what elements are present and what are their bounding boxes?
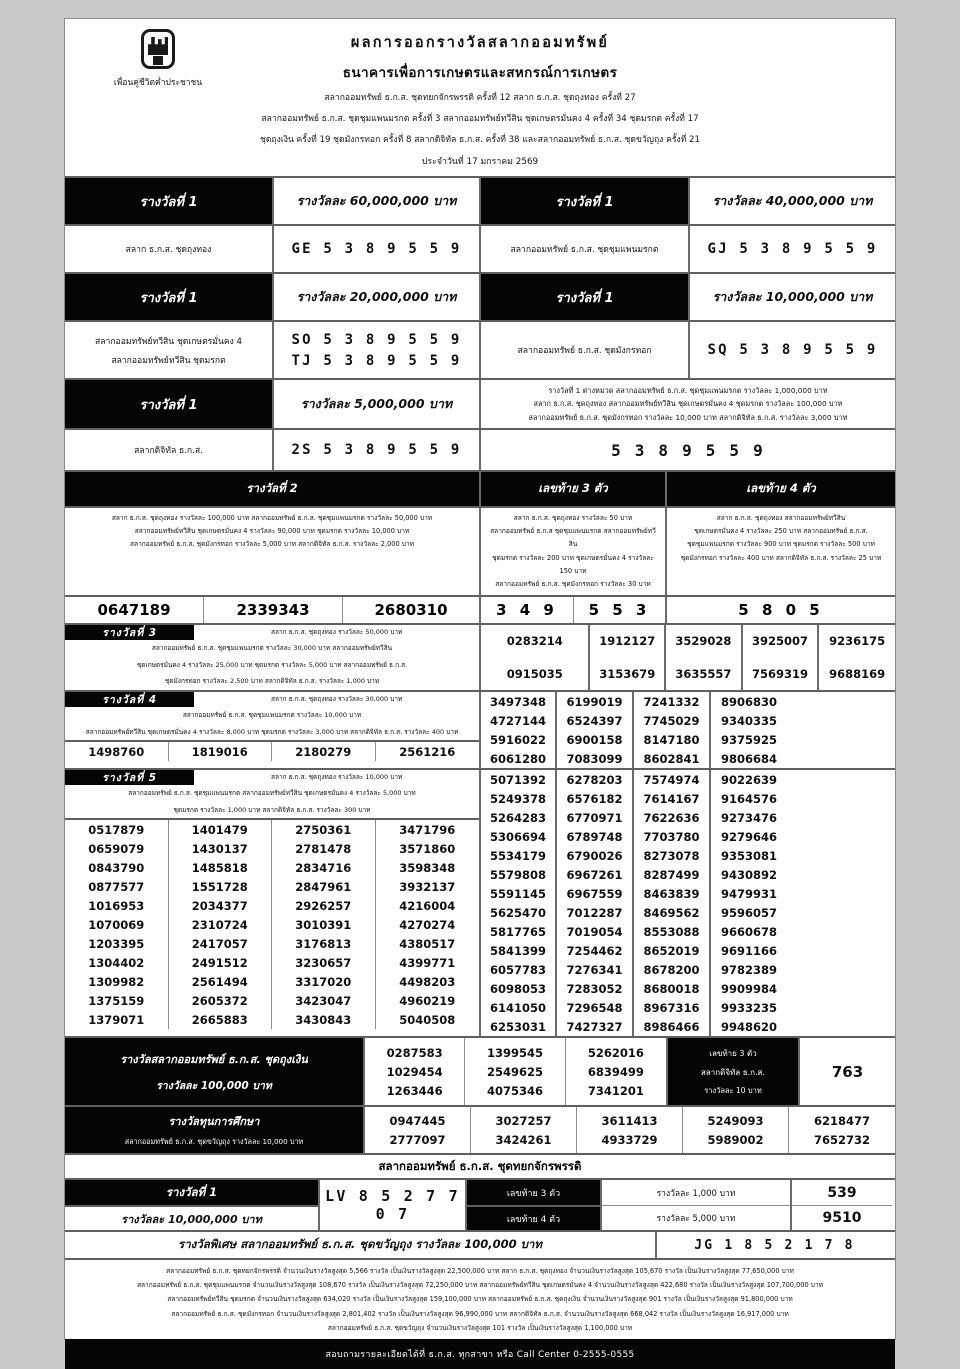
- right-col3-num-15: 8553088: [643, 924, 700, 939]
- prize5-num-1-6: 1070069: [88, 917, 145, 932]
- prize5-num-3-2: 2781478: [295, 841, 352, 856]
- prize1-row-a-header: [65, 176, 895, 224]
- right-col4-num-18: 9909984: [720, 981, 777, 996]
- prize1-ticket-3a: สลากออมทรัพย์ทวีสิน ชุดเกษตรมั่นคง 4: [95, 336, 242, 347]
- right-col2-num-7: 6278203: [566, 772, 623, 787]
- prize1-number-2: GJ 5 3 8 9 5 5 9: [707, 241, 878, 257]
- right-col3-num-10: 7703780: [643, 829, 700, 844]
- right-col3-num-2: 7569319: [752, 666, 809, 681]
- right-col3-num-7: 7574974: [643, 772, 700, 787]
- prize3-number-2: 0915035: [506, 666, 563, 681]
- right-col3-num-5: 8147180: [643, 732, 700, 747]
- scholarship-title: รางวัลทุนการศึกษา: [168, 1115, 260, 1129]
- right-col2-num-16: 7254462: [566, 943, 623, 958]
- digital-tail3-label-1: เลขท้าย 3 ตัว: [709, 1048, 757, 1058]
- right-col1-num-13: 5591145: [489, 886, 546, 901]
- right-col2-num-15: 7019054: [566, 924, 623, 939]
- prize1-shared-number: 5 3 8 9 5 5 9: [611, 440, 765, 460]
- scholarship-num-4: 3424261: [495, 1132, 552, 1147]
- prize4-number-1: 1498760: [65, 742, 169, 761]
- prize4-number-3: 2180279: [272, 742, 376, 761]
- prize5-num-3-3: 2834716: [295, 860, 352, 875]
- emperor-section-title-row: [65, 1153, 895, 1178]
- right-col2-num-19: 7296548: [566, 1000, 623, 1015]
- prize5-num-4-1: 3471796: [399, 822, 456, 837]
- tail3-desc-4: สลากออมทรัพย์ ธ.ก.ส. ชุดมังกรทอก รางวัลละ 30 บาท: [495, 579, 651, 588]
- prize5-num-4-10: 4960219: [399, 993, 456, 1008]
- right-col1-num-3: 3497348: [489, 694, 546, 709]
- series-line-3: ชุดถุงเงิน ครั้งที่ 19 ชุดมังกรทอก ครั้งที่ 8 สลากดิจิทัล ธ.ก.ส. ครั้งที่ 38 และสลากออมทรัพย์ ธ.ก.ส. ชุดขวัญถุง ครั้งที่ 21: [260, 135, 700, 145]
- right-col4-num-16: 9691166: [720, 943, 777, 958]
- right-col1-num-7: 5071392: [489, 772, 546, 787]
- prize4-number-4: 2561216: [399, 744, 456, 759]
- prize5-num-3-6: 3010391: [295, 917, 352, 932]
- prize5-num-3-10: 3423047: [295, 993, 352, 1008]
- prize1-last-header: [65, 378, 895, 428]
- lottery-results-page: [64, 18, 896, 1360]
- prize4-desc-1: สลาก ธ.ก.ส. ชุดถุงทอง รางวัลละ 30,000 บาท: [194, 692, 479, 707]
- emperor-tail3-label: เลขท้าย 3 ตัว: [506, 1188, 561, 1199]
- right-col4-num-3: 8906830: [720, 694, 777, 709]
- series-line-1: สลากออมทรัพย์ ธ.ก.ส. ชุดทยกจักรพรรดิ ครั้งที่ 12 สลาก ธ.ก.ส. ชุดถุงทอง ครั้งที่ 27: [324, 93, 636, 103]
- scholarship-num-5: 3611413: [601, 1113, 658, 1128]
- prize1-label-2: รางวัลที่ 1: [555, 194, 614, 210]
- prize1-ticket-1: สลาก ธ.ก.ส. ชุดถุงทอง: [125, 245, 212, 255]
- tungngen-num-6: 4075346: [486, 1083, 543, 1098]
- right-col3-num-18: 8680018: [643, 981, 700, 996]
- prize5-num-2-10: 2605372: [191, 993, 248, 1008]
- scholarship-num-2: 2777097: [389, 1132, 446, 1147]
- tungngen-num-7: 5262016: [587, 1045, 644, 1060]
- right-col2-num-5: 6900158: [566, 732, 623, 747]
- right-col2-num-8: 6576182: [566, 791, 623, 806]
- prize5-num-2-3: 1485818: [191, 860, 248, 875]
- right-col3-num-13: 8463839: [643, 886, 700, 901]
- tail4-number: 5 8 0 5: [738, 601, 824, 620]
- prize5-desc-2: สลากออมทรัพย์ ธ.ก.ส. ชุดชุมแพนมรกต สลากออมทรัพย์ทวีสิน ชุดเกษตรมั่นคง 4 รางวัลละ 5,000 บาท: [128, 789, 416, 798]
- tail4-title: เลขท้าย 4 ตัว: [746, 481, 816, 495]
- prize1-amount-2: รางวัลละ 40,000,000 บาท: [712, 193, 873, 208]
- right-col2-num-13: 6967559: [566, 886, 623, 901]
- prize2-number-3: 2680310: [343, 597, 481, 623]
- tail4-desc-1: สลาก ธ.ก.ส. ชุดถุงทอง สลากออมทรัพย์ทวีสิน: [716, 514, 846, 522]
- tail4-desc-3: ชุดชุมแพนมรกต รางวัลละ 900 บาท ชุดมรกต รางวัลละ 500 บาท: [687, 540, 875, 549]
- emperor-tail4-label: เลขท้าย 4 ตัว: [506, 1214, 561, 1225]
- right-col4-num-17: 9782389: [720, 962, 777, 977]
- tail3-number-2: 5 5 3: [574, 597, 667, 623]
- tungngen-num-5: 2549625: [486, 1064, 543, 1079]
- tungngen-num-9: 7341201: [587, 1083, 644, 1098]
- prize5-num-1-7: 1203395: [88, 936, 145, 951]
- tail3-desc-3: ชุดมรกต รางวัลละ 200 บาท ชุดเกษตรมั่นคง 4 รางวัลละ 150 บาท: [492, 553, 654, 575]
- tungngen-num-1: 0287583: [386, 1045, 443, 1060]
- prize5-num-1-3: 0843790: [88, 860, 145, 875]
- prize5-num-1-9: 1309982: [88, 974, 145, 989]
- prize2-desc-3: สลากออมทรัพย์ ธ.ก.ส. ชุดมังกรทอก รางวัลละ 5,000 บาท สลากดิจิทัล ธ.ก.ส. รางวัลละ 2,000 บาท: [130, 540, 414, 549]
- right-col4-num-8: 9164576: [720, 791, 777, 806]
- right-col4-num-9: 9273476: [720, 810, 777, 825]
- prize1-note-line-3: สลากออมทรัพย์ ธ.ก.ส. ชุดมังกรทอก รางวัลละ 10,000 บาท สลากดิจิทัล ธ.ก.ส. รางวัลละ 3,000 บาท: [528, 412, 848, 422]
- prize1-row-b-values: [65, 320, 895, 378]
- tail4-description: [667, 508, 895, 595]
- prize5-num-4-2: 3571860: [399, 841, 456, 856]
- prize1-label-3: รางวัลที่ 1: [139, 290, 198, 306]
- prize5-num-4-9: 4498203: [399, 974, 456, 989]
- prize2-desc-1: สลาก ธ.ก.ส. ชุดถุงทอง รางวัลละ 100,000 บาท สลากออมทรัพย์ ธ.ก.ส. ชุดชุมแพนมรกต รางวัลละ 50,000 บาท: [111, 514, 433, 522]
- prize5-num-4-8: 4399771: [399, 955, 456, 970]
- bank-logo-block: [83, 29, 233, 89]
- tungngen-num-2: 1029454: [386, 1064, 443, 1079]
- emperor-special-text: รางวัลพิเศษ สลากออมทรัพย์ ธ.ก.ส. ชุดขวัญถุง รางวัลละ 100,000 บาท: [178, 1237, 542, 1252]
- prize5-num-4-7: 4380517: [399, 936, 456, 951]
- prize1-number-3a: SO 5 3 8 9 5 5 9: [291, 331, 462, 348]
- prize5-num-2-1: 1401479: [191, 822, 248, 837]
- scholarship-num-6: 4933729: [601, 1132, 658, 1147]
- call-center-text: สอบถามรายละเอียดได้ที่ ธ.ก.ส. ทุกสาขา หรือ Call Center 0-2555-0555: [325, 1350, 635, 1360]
- scholarship-num-8: 5989002: [707, 1132, 764, 1147]
- prize2-number-1: 0647189: [65, 597, 204, 623]
- right-col4-num-15: 9660678: [720, 924, 777, 939]
- right-col2-num-18: 7283052: [566, 981, 623, 996]
- tail4-desc-4: ชุดมังกรทอก รางวัลละ 400 บาท สลากดิจิทัล ธ.ก.ส. รางวัลละ 25 บาท: [680, 553, 882, 562]
- right-col2-num-1: 3529028: [675, 634, 732, 649]
- prize5-num-4-4: 3932137: [399, 879, 456, 894]
- right-col1-num-1: 1912127: [599, 634, 656, 649]
- prize2-desc-2: สลากออมทรัพย์ทวีสิน ชุดเกษตรมั่นคง 4 รางวัลละ 90,000 บาท ชุดมรกต รางวัลละ 10,000 บาท: [134, 527, 410, 536]
- scholarship-num-7: 5249093: [707, 1113, 764, 1128]
- prize5-num-2-8: 2491512: [191, 955, 248, 970]
- prize1-last-ticket: สลากดิจิทัล ธ.ก.ส.: [134, 446, 203, 456]
- right-col1-num-16: 5841399: [489, 943, 546, 958]
- prize1-last-values: [65, 428, 895, 470]
- call-center-bar: [65, 1339, 895, 1369]
- scholarship-num-9: 6218477: [813, 1113, 870, 1128]
- right-col4-num-11: 9353081: [720, 848, 777, 863]
- prize3-title: รางวัลที่ 3: [65, 625, 194, 640]
- right-col4-num-14: 9596057: [720, 905, 777, 920]
- right-col1-num-12: 5579808: [489, 867, 546, 882]
- prize3-desc-1: สลาก ธ.ก.ส. ชุดถุงทอง รางวัลละ 50,000 บาท: [194, 625, 479, 640]
- tungngen-num-4: 1399545: [486, 1045, 543, 1060]
- prize5-num-3-5: 2926257: [295, 898, 352, 913]
- footer-line-5: สลากออมทรัพย์ ธ.ก.ส. ชุดขวัญถุง จำนวนเงินรางวัลสูงสุด 101 รางวัล เป็นเงินรางวัลสูงสุด 1,100,000 บาท: [327, 1323, 633, 1332]
- right-col1-num-6: 6061280: [489, 751, 546, 766]
- prize5-num-1-10: 1375159: [88, 993, 145, 1008]
- footer-line-3: สลากออมทรัพย์ทวีสิน ชุดมรกต จำนวนเงินรางวัลสูงสุด 634,020 รางวัล เป็นเงินรางวัลสูงสุด 159,100,000 บาท สลากออมทรัพย์ ธ.ก.ส. ชุดถุงเงิน จำนวนเงินรางวัลสูงสุด 901 รางวัล เป็นเงินรางวัลสูงสุด 91,800,000 บาท: [167, 1295, 793, 1304]
- tungngen-title-2: รางวัลละ 100,000 บาท: [156, 1079, 272, 1092]
- right-col1-num-9: 5264283: [489, 810, 546, 825]
- prize4-title: รางวัลที่ 4: [65, 692, 194, 707]
- prize5-num-2-5: 2034377: [191, 898, 248, 913]
- right-col2-num-6: 7083099: [566, 751, 623, 766]
- prize1-amount-1: รางวัลละ 60,000,000 บาท: [296, 193, 457, 208]
- prize5-num-4-5: 4216004: [399, 898, 456, 913]
- scholarship-num-1: 0947445: [389, 1113, 446, 1128]
- right-col4-num-13: 9479931: [720, 886, 777, 901]
- prize1-ticket-2: สลากออมทรัพย์ ธ.ก.ส. ชุดชุมแพนมรกต: [510, 245, 659, 255]
- right-col2-num-9: 6770971: [566, 810, 623, 825]
- prize1-note-line-1: รางวัลที่ 1 ต่างหมวด สลากออมทรัพย์ ธ.ก.ส. ชุดชุมแพนมรกต รางวัลละ 1,000,000 บาท: [548, 385, 828, 395]
- prize5-num-3-1: 2750361: [295, 822, 352, 837]
- prize5-band: [65, 768, 895, 1036]
- right-col1-num-11: 5534179: [489, 848, 546, 863]
- prize2-number-2: 2339343: [204, 597, 343, 623]
- tail4-desc-2: ชุดเกษตรมั่นคง 4 รางวัลละ 250 บาท สลากออมทรัพย์ ธ.ก.ส.: [694, 527, 868, 536]
- prize5-column-2: [169, 820, 273, 1029]
- right-col3-num-11: 8273078: [643, 848, 700, 863]
- prize5-num-1-5: 1016953: [88, 898, 145, 913]
- tail3-number-1: 3 4 9: [481, 597, 574, 623]
- prize5-num-1-4: 0877577: [88, 879, 145, 894]
- right-col3-num-9: 7622636: [643, 810, 700, 825]
- bank-name: ธนาคารเพื่อการเกษตรและสหกรณ์การเกษตร: [342, 65, 618, 81]
- right-col3-num-4: 7745029: [643, 713, 700, 728]
- prize1-label-4: รางวัลที่ 1: [555, 290, 614, 306]
- right-col1-num-8: 5249378: [489, 791, 546, 806]
- tail3-description: [481, 508, 667, 595]
- prize4-band: [65, 690, 895, 768]
- prize1-last-number: 2S 5 3 8 9 5 5 9: [291, 442, 462, 458]
- right-col4-num-20: 9948620: [720, 1019, 777, 1034]
- right-col3-num-6: 8602841: [643, 751, 700, 766]
- footer-line-2: สลากออมทรัพย์ ธ.ก.ส. ชุดชุมแพนมรกต จำนวนเงินรางวัลสูงสุด 108,670 รางวัล เป็นเงินรางวัลสูงสุด 72,250,000 บาท สลากออมทรัพย์ทวีสิน ชุดเกษตรมั่นคง 4 จำนวนเงินรางวัลสูงสุด 422,680 รางวัล เป็นเงินรางวัลสูงสุด 107,700,000 บาท: [136, 1281, 824, 1290]
- footer-line-4: สลากออมทรัพย์ ธ.ก.ส. ชุดมังกรทอก จำนวนเงินรางวัลสูงสุด 2,801,402 รางวัล เป็นเงินรางวัลสูงสุด 96,990,000 บาท สลากดิจิทัล ธ.ก.ส. จำนวนเงินรางวัลสูงสุด 668,042 รางวัล เป็นเงินรางวัลสูงสุด 16,917,000 บาท: [171, 1309, 789, 1318]
- prize5-num-2-7: 2417057: [191, 936, 248, 951]
- right-col1-num-19: 6141050: [489, 1000, 546, 1015]
- prize3-number-1: 0283214: [506, 634, 563, 649]
- right-col4-num-5: 9375925: [720, 732, 777, 747]
- prize5-num-4-11: 5040508: [399, 1012, 456, 1027]
- right-col1-num-4: 4727144: [489, 713, 546, 728]
- right-col2-num-2: 3635557: [675, 666, 732, 681]
- prize5-num-4-6: 4270274: [399, 917, 456, 932]
- baac-logo-icon: [141, 29, 175, 69]
- right-col3-num-3: 7241332: [643, 694, 700, 709]
- prize5-num-1-1: 0517879: [88, 822, 145, 837]
- digital-tail3-number: 763: [831, 1062, 864, 1081]
- right-col4-num-19: 9933235: [720, 1000, 777, 1015]
- right-col2-num-17: 7276341: [566, 962, 623, 977]
- tungngen-band: [65, 1036, 895, 1105]
- prize1-row-b-header: [65, 272, 895, 320]
- prize5-num-1-2: 0659079: [88, 841, 145, 856]
- scholarship-band: [65, 1105, 895, 1153]
- right-col3-num-1: 3925007: [752, 634, 809, 649]
- prize5-column-1: [65, 820, 169, 1029]
- prize3-desc-2: สลากออมทรัพย์ ธ.ก.ส. ชุดชุมแพนมรกต รางวัลละ 30,000 บาท สลากออมทรัพย์ทวีสิน: [151, 644, 393, 653]
- right-col3-num-17: 8678200: [643, 962, 700, 977]
- prize5-num-1-11: 1379071: [88, 1012, 145, 1027]
- right-col2-num-11: 6790026: [566, 848, 623, 863]
- logo-caption: เพื่อนคู่ชีวิตค่ำประชาชน: [113, 78, 203, 88]
- digital-tail3-label-2: สลากดิจิทัล ธ.ก.ส.: [701, 1067, 765, 1077]
- prize2-title: รางวัลที่ 2: [246, 481, 298, 495]
- right-col1-num-17: 6057783: [489, 962, 546, 977]
- tungngen-title-1: รางวัลสลากออมทรัพย์ ธ.ก.ส. ชุดถุงเงิน: [120, 1052, 308, 1066]
- scholarship-num-3: 3027257: [495, 1113, 552, 1128]
- right-col4-num-12: 9430892: [720, 867, 777, 882]
- prize5-column-3: [272, 820, 376, 1029]
- prize1-amount-4: รางวัลละ 10,000,000 บาท: [712, 289, 873, 304]
- prize1-number-3b: TJ 5 3 8 9 5 5 9: [291, 352, 462, 369]
- digital-tail3-label-3: รางวัลละ 10 บาท: [704, 1085, 762, 1095]
- emperor-tail3-amount: รางวัลละ 1,000 บาท: [656, 1188, 736, 1199]
- tungngen-num-3: 1263446: [386, 1083, 443, 1098]
- emperor-tail4-amount: รางวัลละ 5,000 บาท: [656, 1214, 736, 1225]
- prize1-number-4: SQ 5 3 8 9 5 5 9: [707, 342, 878, 358]
- tail3-title: เลขท้าย 3 ตัว: [538, 481, 608, 495]
- prize5-num-3-8: 3230657: [295, 955, 352, 970]
- right-col2-num-12: 6967261: [566, 867, 623, 882]
- prize4-desc-3: สลากออมทรัพย์ทวีสิน ชุดเกษตรมั่นคง 4 รางวัลละ 8,000 บาท ชุดมรกต รางวัลละ 3,000 บาท สลากดิจิทัล ธ.ก.ส. รางวัลละ 400 บาท: [85, 727, 459, 736]
- right-col2-num-14: 7012287: [566, 905, 623, 920]
- prize1-last-amount: รางวัลละ 5,000,000 บาท: [300, 396, 453, 411]
- right-col2-num-4: 6524397: [566, 713, 623, 728]
- tail3-desc-1: สลาก ธ.ก.ส. ชุดถุงทอง รางวัลละ 50 บาท: [513, 514, 633, 522]
- draw-date: ประจำวันที่ 17 มกราคม 2569: [421, 157, 539, 167]
- right-col1-num-18: 6098053: [489, 981, 546, 996]
- prize1-number-1: GE 5 3 8 9 5 5 9: [291, 241, 462, 257]
- emperor-prize1-number: LV 8 5 2 7 7 0 7: [325, 1187, 460, 1224]
- prize5-num-2-9: 2561494: [191, 974, 248, 989]
- footer-line-1: สลากออมทรัพย์ ธ.ก.ส. ชุดทยกจักรพรรดิ จำนวนเงินรางวัลสูงสุด 5,566 รางวัล เป็นเงินรางวัลสูงสุด 22,500,000 บาท สลาก ธ.ก.ส. ชุดถุงทอง จำนวนเงินรางวัลสูงสุด 105,670 รางวัล เป็นเงินรางวัลสูงสุด 77,650,000 บาท: [166, 1267, 794, 1276]
- prize4-number-2: 1819016: [169, 742, 273, 761]
- right-col1-num-10: 5306694: [489, 829, 546, 844]
- prize1-row-a-values: [65, 224, 895, 272]
- prize5-num-2-4: 1551728: [191, 879, 248, 894]
- prize5-column-4: [376, 820, 480, 1029]
- emperor-prize1-label: รางวัลที่ 1: [165, 1184, 218, 1199]
- right-col1-num-20: 6253031: [489, 1019, 546, 1034]
- prize5-num-3-7: 3176813: [295, 936, 352, 951]
- right-col4-num-10: 9279646: [720, 829, 777, 844]
- prize1-ticket-3b: สลากออมทรัพย์ทวีสิน ชุดมรกต: [111, 355, 226, 366]
- prize1-label-1: รางวัลที่ 1: [139, 194, 198, 210]
- right-col3-num-16: 8652019: [643, 943, 700, 958]
- prize5-num-1-8: 1304402: [88, 955, 145, 970]
- prize1-note-line-2: สลาก ธ.ก.ส. ชุดถุงทอง สลากออมทรัพย์ทวีสิน ชุดเกษตรมั่นคง 4 ชุดมรกต รางวัลละ 100,000 บาท: [533, 399, 843, 409]
- right-col2-num-20: 7427327: [566, 1019, 623, 1034]
- right-col1-num-5: 5916022: [489, 732, 546, 747]
- prize1-ticket-4: สลากออมทรัพย์ ธ.ก.ส. ชุดมังกรทอก: [517, 346, 652, 356]
- scholarship-subtitle: สลากออมทรัพย์ ธ.ก.ส. ชุดขวัญถุง รางวัลละ 10,000 บาท: [124, 1137, 304, 1147]
- emperor-prize-band: [65, 1178, 895, 1230]
- right-col4-num-4: 9340335: [720, 713, 777, 728]
- right-col4-num-2: 9688169: [829, 666, 886, 681]
- right-col3-num-19: 8967316: [643, 1000, 700, 1015]
- prize1-last-label: รางวัลที่ 1: [139, 397, 198, 413]
- prize5-num-3-9: 3317020: [295, 974, 352, 989]
- scholarship-num-10: 7652732: [813, 1132, 870, 1147]
- prize5-desc-3: ชุดมรกต รางวัลละ 1,000 บาท สลากดิจิทัล ธ.ก.ส. รางวัลละ 300 บาท: [173, 805, 371, 814]
- prize5-desc-1: สลาก ธ.ก.ส. ชุดถุงทอง รางวัลละ 10,000 บาท: [194, 770, 479, 785]
- prize2-tails-numbers: [65, 595, 895, 623]
- prize5-num-2-6: 2310724: [191, 917, 248, 932]
- prize5-num-2-2: 1430137: [191, 841, 248, 856]
- prize1-amount-3: รางวัลละ 20,000,000 บาท: [296, 289, 457, 304]
- prize3-desc-3: ชุดเกษตรมั่นคง 4 รางวัลละ 25,000 บาท ชุดมรกต รางวัลละ 5,000 บาท สลากออมทรัพย์ ธ.ก.ส.: [136, 660, 408, 669]
- prize2-description: [65, 508, 481, 595]
- emperor-section-title: สลากออมทรัพย์ ธ.ก.ส. ชุดทยกจักรพรรดิ: [378, 1158, 582, 1173]
- prize5-title: รางวัลที่ 5: [65, 770, 194, 785]
- emperor-special-band: [65, 1230, 895, 1258]
- prize3-band: [65, 623, 895, 690]
- series-line-2: สลากออมทรัพย์ ธ.ก.ส. ชุดชุมแพนมรกต ครั้งที่ 3 สลากออมทรัพย์ทวีสิน ชุดเกษตรมั่นคง 4 ครั้งที่ 34 ชุดมรกต ครั้งที่ 17: [261, 114, 699, 124]
- page-header: [65, 19, 895, 176]
- right-col3-num-8: 7614167: [643, 791, 700, 806]
- page-title: ผลการออกรางวัลสลากออมทรัพย์: [350, 35, 610, 51]
- prize5-num-2-11: 2665883: [191, 1012, 248, 1027]
- right-col1-num-15: 5817765: [489, 924, 546, 939]
- prize3-desc-4: ชุดมังกรทอก รางวัลละ 2,500 บาท สลากดิจิทัล ธ.ก.ส. รางวัลละ 1,000 บาท: [164, 677, 380, 686]
- right-col4-num-1: 9236175: [829, 634, 886, 649]
- tungngen-num-8: 6839499: [587, 1064, 644, 1079]
- emperor-tail3-number: 539: [827, 1184, 857, 1201]
- emperor-special-number: JG 1 8 5 2 1 7 8: [694, 1237, 855, 1253]
- tail3-desc-2: สลากออมทรัพย์ ธ.ก.ส ชุดชุมแพนมรกต สลากออมทรัพย์ทวีสิน: [490, 527, 656, 549]
- footer-notes: [65, 1258, 895, 1339]
- right-col4-num-6: 9806684: [720, 751, 777, 766]
- prize2-tails-header: [65, 470, 895, 506]
- prize5-num-4-3: 3598348: [399, 860, 456, 875]
- right-col2-num-10: 6789748: [566, 829, 623, 844]
- right-col1-num-2: 3153679: [599, 666, 656, 681]
- emperor-tail4-number: 9510: [822, 1210, 862, 1227]
- right-col1-num-14: 5625470: [489, 905, 546, 920]
- right-col3-num-12: 8287499: [643, 867, 700, 882]
- right-col3-num-14: 8469562: [643, 905, 700, 920]
- right-col3-num-20: 8986466: [643, 1019, 700, 1034]
- right-col4-num-7: 9022639: [720, 772, 777, 787]
- right-col2-num-3: 6199019: [566, 694, 623, 709]
- prize2-tails-descriptions: [65, 506, 895, 595]
- prize5-num-3-11: 3430843: [295, 1012, 352, 1027]
- prize5-num-3-4: 2847961: [295, 879, 352, 894]
- emperor-prize1-amount: รางวัลละ 10,000,000 บาท: [121, 1212, 262, 1226]
- prize4-desc-2: สลากออมทรัพย์ ธ.ก.ส. ชุดชุมแพนมรกต รางวัลละ 10,000 บาท: [182, 711, 362, 720]
